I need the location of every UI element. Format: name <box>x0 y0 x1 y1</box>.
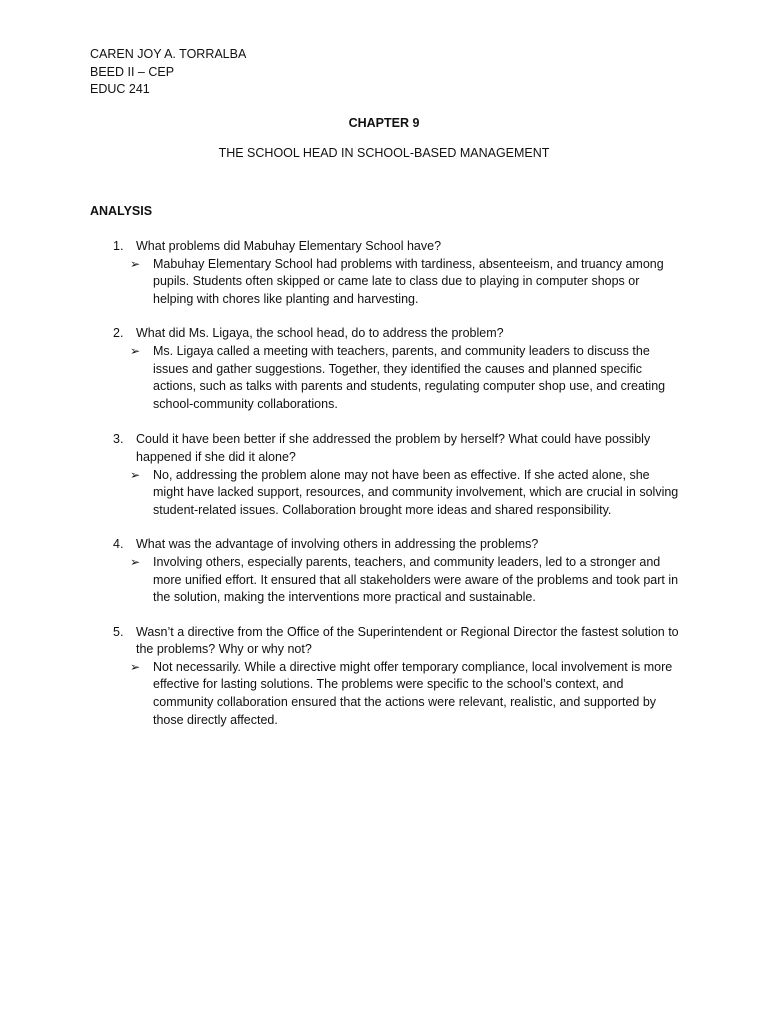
question-item <box>108 536 680 606</box>
question-item <box>108 325 680 413</box>
question-text: Could it have been better if she addressed the problem by herself? What could have possibly happened if she did it alone? <box>136 432 651 464</box>
answer-item <box>108 659 680 729</box>
document-title: THE SCHOOL HEAD IN SCHOOL-BASED MANAGEMENT <box>218 146 550 160</box>
question-number: 2. <box>113 326 124 341</box>
question-number: 5. <box>113 624 124 639</box>
answer-text: Not necessarily. While a directive might offer temporary compliance, local involvement is more effective for lasting solutions. The problems were specific to the school’s context, and community collaboration ensured that the actions were relevant, realistic, and supported by those directly affected. <box>153 659 673 727</box>
arrow-bullet-icon: ➢ <box>130 467 141 482</box>
answer-item <box>108 343 680 413</box>
question-text: Wasn’t a directive from the Office of the Superintendent or Regional Director the fastest solution to the problems? Why or why not? <box>136 624 679 657</box>
arrow-bullet-icon: ➢ <box>130 256 141 271</box>
question-item <box>108 431 680 519</box>
answer-item <box>108 554 680 607</box>
question-list <box>108 238 680 729</box>
question-number: 4. <box>113 537 124 552</box>
author-name: CAREN JOY A. TORRALBA <box>90 47 247 61</box>
answer-text: Involving others, especially parents, teachers, and community leaders, led to a stronger and more unified effort. It ensured that all stakeholders were aware of the problems and took part in the solution, making the interventions more practical and sustainable. <box>153 554 679 605</box>
answer-text: No, addressing the problem alone may not have been as effective. If she acted alone, she might have lacked support, resources, and community involvement, which are crucial in solving student-related issues. Collaboration brought more ideas and shared responsibility. <box>153 467 679 517</box>
question-item <box>108 624 680 730</box>
course-code: EDUC 241 <box>90 82 150 96</box>
arrow-bullet-icon: ➢ <box>130 659 141 674</box>
arrow-bullet-icon: ➢ <box>130 554 141 569</box>
answer-item <box>108 467 680 520</box>
answer-text: Mabuhay Elementary School had problems with tardiness, absenteeism, and truancy among pupils. Students often skipped or came late to class due to playing in computer shops or helping with chores like planting and harvesting. <box>153 256 664 306</box>
chapter-heading: CHAPTER 9 <box>348 116 420 130</box>
author-header <box>90 46 246 99</box>
question-text: What problems did Mabuhay Elementary School have? <box>136 239 442 253</box>
program-label: BEED II – CEP <box>90 64 175 79</box>
question-number: 3. <box>113 432 124 447</box>
question-item <box>108 238 680 308</box>
arrow-bullet-icon: ➢ <box>130 343 141 358</box>
section-heading: ANALYSIS <box>90 204 153 218</box>
question-number: 1. <box>113 239 124 253</box>
question-text: What was the advantage of involving others in addressing the problems? <box>136 537 539 552</box>
answer-text: Ms. Ligaya called a meeting with teachers, parents, and community leaders to discuss the issues and gather suggestions. Together, they identified the causes and planned specific actions, such as talks with parents and students, regulating computer shop use, and creating school-community collaborations. <box>153 343 666 411</box>
answer-item <box>108 256 680 309</box>
question-text: What did Ms. Ligaya, the school head, do to address the problem? <box>136 326 504 341</box>
